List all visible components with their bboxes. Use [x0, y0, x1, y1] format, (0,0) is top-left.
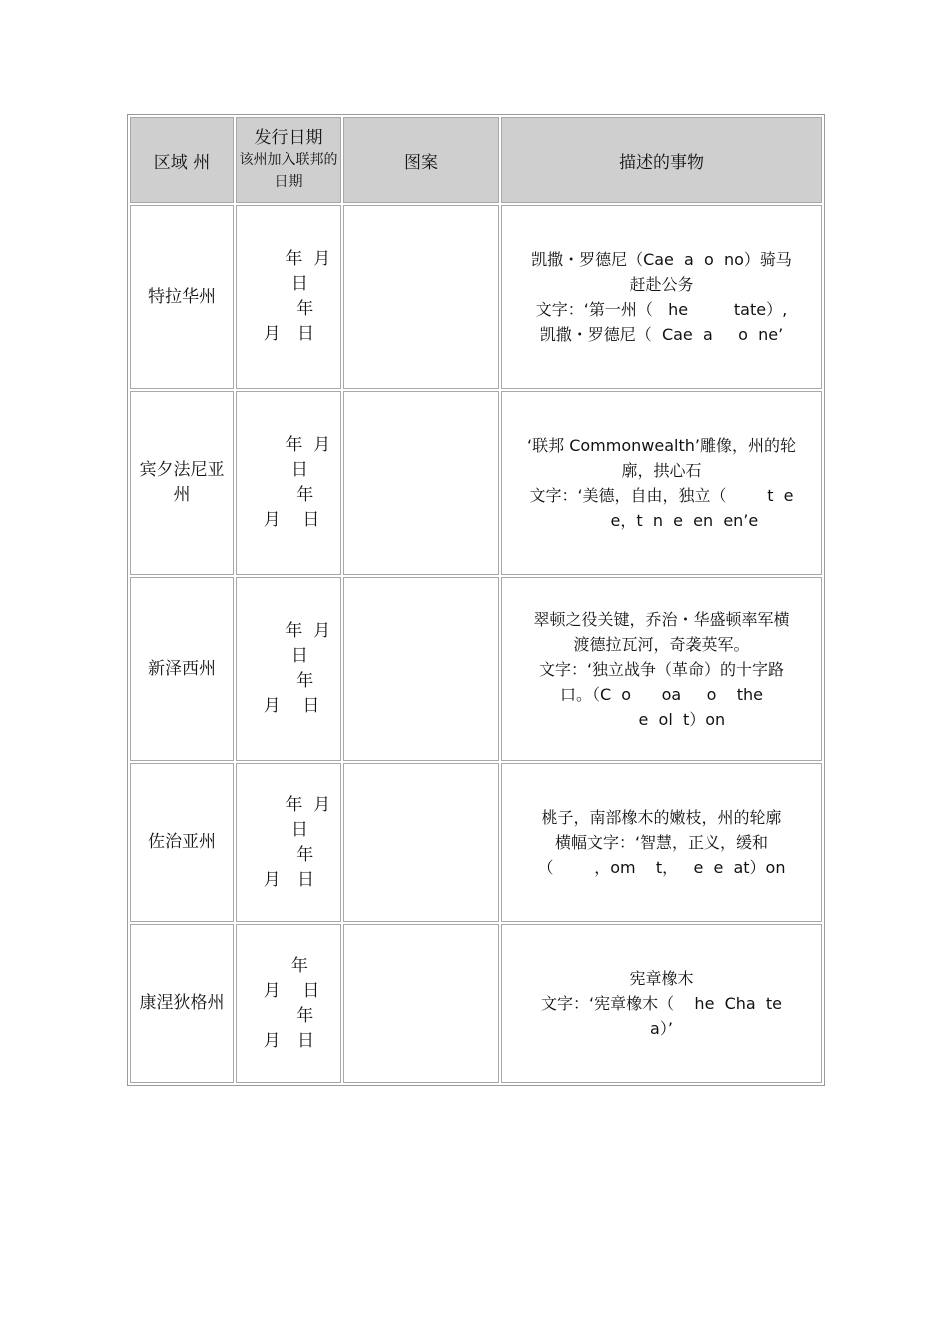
design-cell — [343, 763, 499, 922]
issue-date: 年 月 日 年 月 日 — [236, 763, 341, 922]
description-line: 赶赴公务 — [629, 275, 694, 294]
header-region: 区域 州 — [130, 117, 234, 203]
description-line: e ol t）on — [597, 709, 726, 729]
design-cell — [343, 205, 499, 389]
description-line: 渡德拉瓦河，奇袭英军。 — [573, 634, 750, 654]
table-row — [130, 577, 822, 761]
description-line: a）’ — [650, 1019, 673, 1038]
table-row — [130, 924, 822, 1083]
issue-date: 年 月 日 年 月 日 — [236, 577, 341, 761]
header-date — [236, 117, 341, 203]
table-row — [130, 763, 822, 922]
description-line: ‘联邦 Commonwealth’雕像，州的轮 — [527, 436, 796, 455]
description-line: e，t n e en en’e — [564, 511, 759, 530]
description-line: （ ，om t， e e at）on — [537, 858, 786, 877]
state-coin-table — [127, 114, 825, 1086]
design-cell — [343, 577, 499, 761]
issue-date: 年 月 日 年 月 日 — [236, 924, 341, 1083]
description-cell — [501, 391, 822, 575]
description-line: 凯撒・罗德尼（Cae a o no）骑马 — [531, 250, 792, 269]
description-line: 文字：‘美德，自由，独立（ t e — [529, 486, 794, 505]
description-line: 宪章橡木 — [629, 969, 694, 988]
header-design: 图案 — [343, 117, 499, 203]
header-description: 描述的事物 — [501, 117, 822, 203]
state-name: 康涅狄格州 — [130, 924, 234, 1083]
description-line: 文字：‘第一州（ he tate）, — [535, 300, 788, 319]
header-date-main: 发行日期 — [254, 128, 323, 148]
header-row — [130, 117, 822, 203]
description-line: 凯撒・罗德尼（ Cae a o ne’ — [539, 325, 784, 344]
description-line: 桃子，南部橡木的嫩枝，州的轮廓 — [541, 808, 782, 827]
description-line: 横幅文字：‘智慧，正义，缓和 — [554, 833, 769, 852]
state-name: 特拉华州 — [130, 205, 234, 389]
description-cell — [501, 763, 822, 922]
description-line: 廓，拱心石 — [621, 461, 702, 480]
state-coin-table-wrapper — [127, 114, 823, 1086]
description-line: 翠顿之役关键，乔治・华盛顿率军横 — [533, 609, 790, 629]
design-cell — [343, 391, 499, 575]
table-row — [130, 391, 822, 575]
issue-date: 年 月 日 年 月 日 — [236, 205, 341, 389]
state-name: 宾夕法尼亚州 — [130, 391, 234, 575]
description-cell — [501, 924, 822, 1083]
header-date-sub: 该州加入联邦的日期 — [239, 152, 338, 190]
issue-date: 年 月 日 年 月 日 — [236, 391, 341, 575]
description-line: 文字：‘宪章橡木（ he Cha te — [541, 994, 782, 1013]
state-name: 佐治亚州 — [130, 763, 234, 922]
description-line: 文字：‘独立战争（革命）的十字路 — [538, 659, 785, 679]
state-name: 新泽西州 — [130, 577, 234, 761]
description-cell — [501, 205, 822, 389]
table-row — [130, 205, 822, 389]
description-cell — [501, 577, 822, 761]
design-cell — [343, 924, 499, 1083]
description-line: 口。（C o oa o the — [559, 684, 764, 704]
